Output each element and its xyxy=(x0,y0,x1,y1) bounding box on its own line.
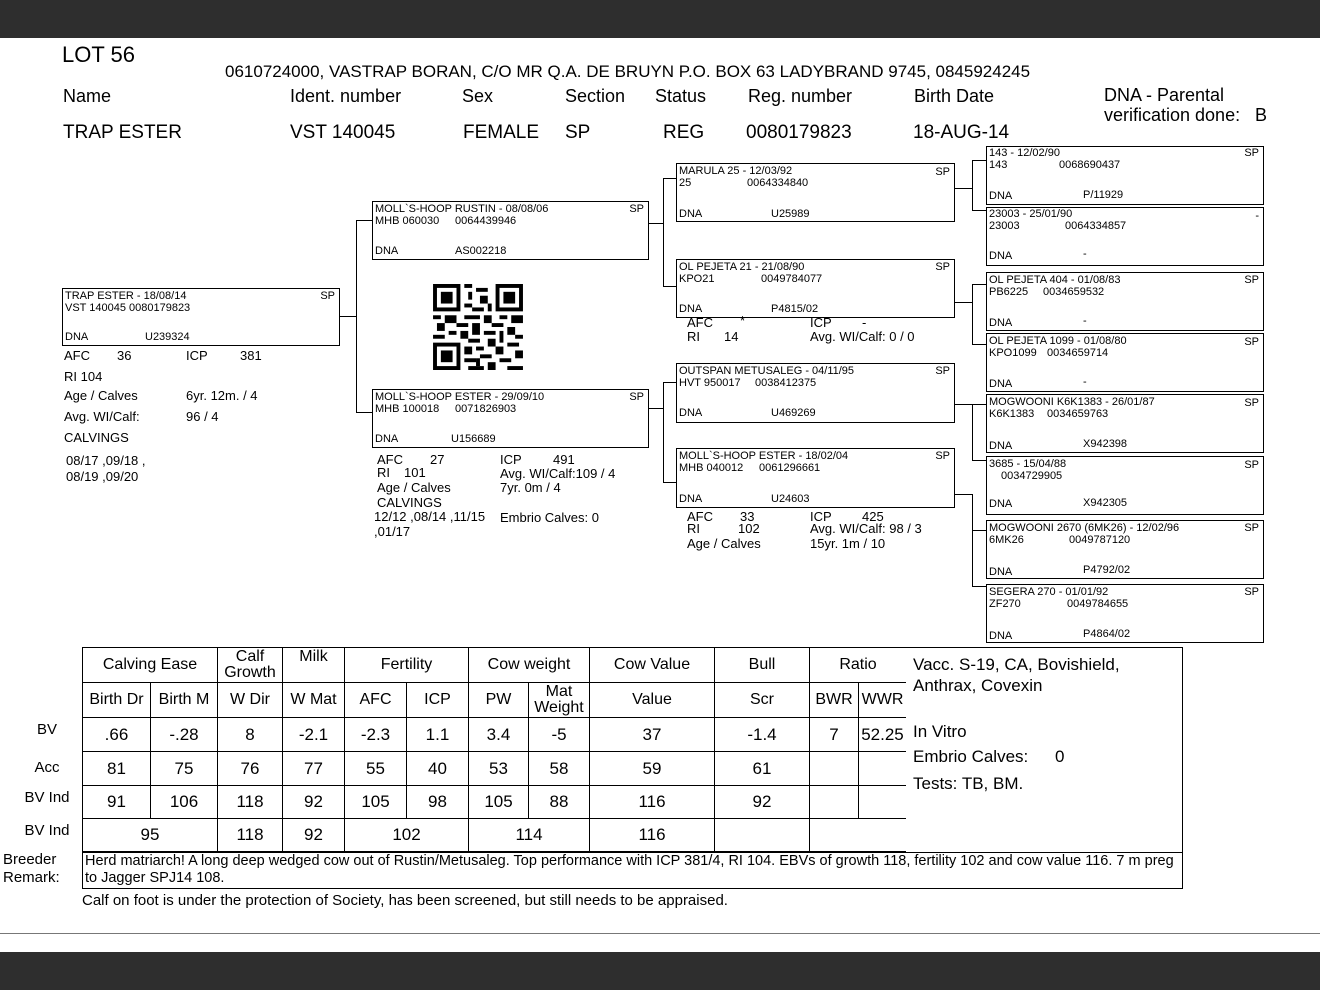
vaccination-line-2: Anthrax, Covexin xyxy=(913,676,1043,695)
row-label-bvind-2: BV Ind xyxy=(24,822,70,839)
group-ratio: Ratio xyxy=(810,648,907,683)
remark-label-2: Remark: xyxy=(3,869,60,886)
table-row: 91 106 118 92 105 98 105 88 116 92 xyxy=(83,786,907,819)
sub-value: Value xyxy=(590,683,715,718)
sub-w-dir: W Dir xyxy=(218,683,283,718)
embrio-calves-value: 0 xyxy=(1055,747,1065,766)
great-grandparent-box-8: SEGERA 270 - 01/01/92 SP ZF270 0049784655 DNA P4864/02 xyxy=(986,584,1264,643)
sub-wwr: WWR xyxy=(859,683,907,718)
grandparent-box-1: MARULA 25 - 12/03/92 SP 25 0064334840 DNA U25989 xyxy=(676,163,955,222)
bottom-bar xyxy=(0,952,1320,990)
top-bar xyxy=(0,0,1320,38)
vaccination-line-1: Vacc. S-19, CA, Bovishield, xyxy=(913,655,1120,674)
animal-status: REG xyxy=(663,122,705,143)
animal-section: SP xyxy=(565,122,591,143)
side-notes-box xyxy=(906,647,1183,853)
great-grandparent-box-4: OL PEJETA 1099 - 01/08/80 SP KPO1099 0034659714 DNA - xyxy=(986,333,1264,392)
birth-header: Birth Date xyxy=(914,86,995,106)
row-label-bvind: BV Ind xyxy=(24,789,70,806)
sub-scr: Scr xyxy=(715,683,810,718)
sub-birth-m: Birth M xyxy=(151,683,218,718)
embrio-calves-label: Embrio Calves: xyxy=(913,747,1029,766)
group-calf-growth: Calf Growth xyxy=(218,648,283,683)
ebv-table xyxy=(82,647,907,852)
tests: Tests: TB, BM. xyxy=(913,774,1024,793)
self-pedigree-box: TRAP ESTER - 18/08/14 SP VST 140045 0080179823 DNA U239324 xyxy=(62,288,340,346)
breeder-remark-text: Herd matriarch! A long deep wedged cow out of Rustin/Metusaleg. Top performance with ICP 381/4, RI 104. EBVs of growth 118, fertility 102 and cow value 116. 7 m preg to Jagger SPJ14 108. xyxy=(85,853,1174,886)
group-bull: Bull xyxy=(715,648,810,683)
breeder-remark-box xyxy=(82,852,1183,889)
sub-pw: PW xyxy=(469,683,529,718)
group-milk: Milk xyxy=(283,648,345,683)
grandparent-box-4: MOLL`S-HOOP ESTER - 18/02/04 SP MHB 040012 0061296661 DNA U24603 xyxy=(676,448,955,508)
group-cow-value: Cow Value xyxy=(590,648,715,683)
reg-header: Reg. number xyxy=(748,86,853,106)
sub-afc: AFC xyxy=(345,683,407,718)
sub-bwr: BWR xyxy=(810,683,859,718)
status-header: Status xyxy=(655,86,707,106)
great-grandparent-box-1: 143 - 12/02/90 SP 143 0068690437 DNA P/11929 xyxy=(986,146,1264,205)
group-calving-ease: Calving Ease xyxy=(83,648,218,683)
animal-ident: VST 140045 xyxy=(290,122,396,143)
footer-note: Calf on foot is under the protection of Society, has been screened, but still needs to be appraised. xyxy=(82,892,728,909)
sub-icp: ICP xyxy=(407,683,469,718)
row-label-acc: Acc xyxy=(34,759,60,776)
sire-pedigree-box: MOLL`S-HOOP RUSTIN - 08/08/06 SP MHB 060030 0064439946 DNA AS002218 xyxy=(372,201,649,260)
breeder-line: 0610724000, VASTRAP BORAN, C/O MR Q.A. DE BRUYN P.O. BOX 63 LADYBRAND 9745, 0845924245 xyxy=(225,62,1031,81)
ident-header: Ident. number xyxy=(290,86,402,106)
dam-pedigree-box: MOLL`S-HOOP ESTER - 29/09/10 SP MHB 100018 0071826903 DNA U156689 xyxy=(372,389,649,448)
sub-w-mat: W Mat xyxy=(283,683,345,718)
table-row: .66 -.28 8 -2.1 -2.3 1.1 3.4 -5 37 -1.4 7 52.25 xyxy=(83,718,907,752)
in-vitro: In Vitro xyxy=(913,722,967,741)
sub-mat-weight: Mat Weight xyxy=(529,683,590,718)
great-grandparent-box-2: 23003 - 25/01/90 - 23003 0064334857 DNA - xyxy=(986,207,1264,266)
animal-birth: 18-AUG-14 xyxy=(913,122,1010,143)
sub-birth-dr: Birth Dr xyxy=(83,683,151,718)
grandparent-box-2: OL PEJETA 21 - 21/08/90 SP KPO21 0049784077 DNA P4815/02 xyxy=(676,259,955,318)
animal-name: TRAP ESTER xyxy=(63,122,182,143)
group-fertility: Fertility xyxy=(345,648,469,683)
lot-number: LOT 56 xyxy=(62,42,135,67)
dna-header-1: DNA - Parental xyxy=(1104,85,1225,105)
grandparent-box-3: OUTSPAN METUSALEG - 04/11/95 SP HVT 950017 0038412375 DNA U469269 xyxy=(676,363,955,423)
table-row: 81 75 76 77 55 40 53 58 59 61 xyxy=(83,752,907,786)
section-header: Section xyxy=(565,86,626,106)
qr-code-icon xyxy=(432,284,524,370)
great-grandparent-box-3: OL PEJETA 404 - 01/08/83 SP PB6225 0034659532 DNA - xyxy=(986,272,1264,331)
dna-verification-value: B xyxy=(1255,105,1268,125)
great-grandparent-box-6: 3685 - 15/04/88 SP 0034729905 DNA X942305 xyxy=(986,456,1264,515)
remark-label-1: Breeder xyxy=(3,851,57,868)
footer-divider xyxy=(0,933,1320,934)
sex-header: Sex xyxy=(462,86,494,106)
dna-header-2: verification done: xyxy=(1104,105,1241,125)
table-row: 95 118 92 102 114 116 xyxy=(83,819,907,852)
row-label-bv: BV xyxy=(36,721,57,738)
great-grandparent-box-5: MOGWOONI K6K1383 - 26/01/87 SP K6K1383 0034659763 DNA X942398 xyxy=(986,394,1264,453)
great-grandparent-box-7: MOGWOONI 2670 (6MK26) - 12/02/96 SP 6MK26 0049787120 DNA P4792/02 xyxy=(986,520,1264,579)
group-cow-weight: Cow weight xyxy=(469,648,590,683)
animal-reg: 0080179823 xyxy=(746,122,852,143)
name-header: Name xyxy=(63,86,112,106)
animal-sex: FEMALE xyxy=(463,122,540,143)
